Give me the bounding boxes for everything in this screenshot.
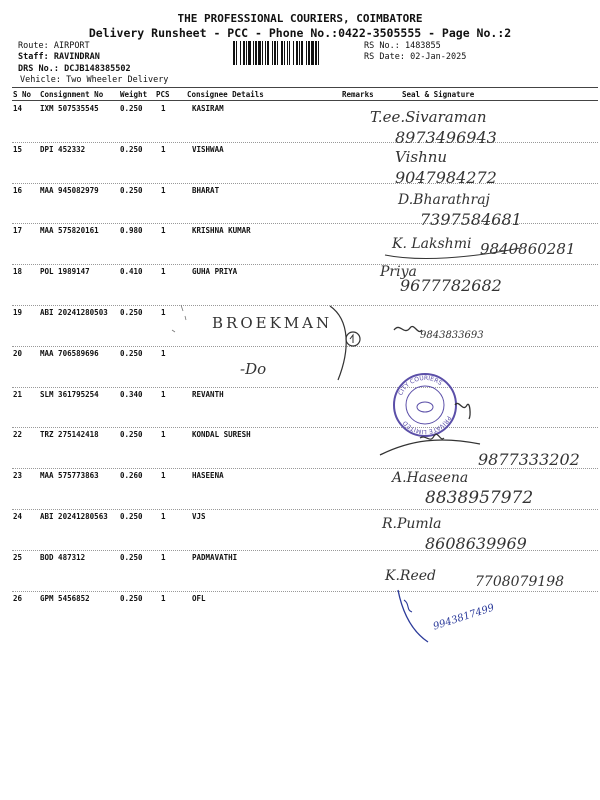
- cell-consignment-no: MAA 575820161: [40, 226, 99, 236]
- col-header-sno: S No: [13, 90, 32, 99]
- col-header-pcs: PCS: [156, 90, 170, 99]
- cell-consignee: PADMAVATHI: [192, 552, 238, 562]
- runsheet-subtitle: Delivery Runsheet - PCC - Phone No.:0422-3505555 - Page No.:2: [88, 26, 512, 40]
- cell-sno: 26: [13, 593, 23, 603]
- cell-weight: 0.250: [120, 348, 143, 358]
- sig-row19-scribble: [394, 326, 422, 331]
- route-label: Route:: [18, 41, 49, 51]
- cell-consignment-no: IXM 507535545: [40, 104, 99, 113]
- cell-consignee: OFL: [192, 593, 206, 603]
- cell-sno: 17: [13, 226, 23, 236]
- cell-pcs: 1: [161, 512, 166, 521]
- col-header-weight: Weight: [120, 90, 148, 99]
- cell-consignee: REVANTH: [192, 389, 224, 399]
- cell-consignee: KRISHNA KUMAR: [192, 226, 251, 236]
- sig-row15-name: Vishnu: [395, 148, 448, 166]
- cell-sno: 18: [13, 267, 23, 277]
- cell-sno: 19: [13, 308, 23, 317]
- cell-consignment-no: MAA 945082979: [40, 185, 99, 195]
- cell-sno: 15: [13, 144, 23, 154]
- sig-row17-underline: [385, 248, 520, 259]
- rs-date-label: RS Date:: [364, 52, 405, 62]
- sig-row25-name: K.Reed: [385, 568, 436, 584]
- cell-weight: 0.250: [120, 144, 143, 154]
- cell-consignment-no: DPI 452332: [40, 144, 86, 154]
- sig-row23-phone: 8838957972: [425, 488, 534, 508]
- cell-weight: 0.250: [120, 308, 143, 317]
- cell-pcs: 1: [161, 104, 166, 113]
- sig-row24-phone: 8608639969: [425, 534, 527, 553]
- cell-consignment-no: ABI 20241280503: [40, 308, 108, 317]
- cell-consignment-no: BOD 487312: [40, 552, 86, 562]
- cell-sno: 22: [13, 430, 23, 440]
- vehicle-label: Vehicle:: [20, 75, 61, 85]
- sig-row24-name: R.Pumla: [382, 516, 442, 532]
- cell-consignment-no: POL 1989147: [40, 267, 90, 277]
- cell-consignee: VJS: [192, 512, 206, 521]
- cell-consignee: GUHA PRIYA: [192, 267, 238, 277]
- sig-row16-name: D.Bharathraj: [398, 192, 490, 208]
- rs-date-value: 02-Jan-2025: [410, 52, 467, 62]
- cell-pcs: 1: [161, 308, 166, 317]
- stamp-text-bottom: PRIVATE LIMITED: [401, 414, 453, 435]
- cell-weight: 0.260: [120, 471, 143, 481]
- cell-consignee: KASIRAM: [192, 104, 224, 113]
- cell-weight: 0.250: [120, 552, 143, 562]
- col-header-remarks: Remarks: [342, 90, 374, 99]
- cell-sno: 24: [13, 512, 23, 521]
- col-header-consignment: Consignment No: [40, 90, 104, 99]
- sig-row26-loop: [404, 600, 412, 612]
- company-title: THE PROFESSIONAL COURIERS, COIMBATORE: [177, 12, 423, 25]
- staff-value: RAVINDRAN: [53, 52, 100, 62]
- sig-row15-phone: 9047984272: [395, 168, 497, 187]
- cell-weight: 0.250: [120, 512, 143, 521]
- cell-consignment-no: ABI 20241280563: [40, 512, 108, 521]
- cell-pcs: 1: [161, 144, 166, 154]
- sig-row25-phone: 7708079198: [475, 574, 565, 590]
- col-header-signature: Seal & Signature: [402, 90, 475, 99]
- drs-label: DRS No.:: [18, 64, 59, 74]
- cell-weight: 0.250: [120, 430, 143, 440]
- sig-row22-phone: 9877333202: [478, 450, 580, 469]
- sig-row23-name: A.Haseena: [392, 470, 469, 486]
- sig-row18-phone: 9677782682: [400, 276, 502, 295]
- cell-consignee: BHARAT: [192, 185, 220, 195]
- stray-marks: [172, 305, 186, 332]
- drs-value: DCJB148385502: [64, 64, 131, 74]
- cell-weight: 0.250: [120, 185, 143, 195]
- sig-row22-initials: [420, 434, 444, 439]
- cell-pcs: 1: [161, 471, 166, 481]
- cell-consignment-no: SLM 361795254: [40, 389, 99, 399]
- cell-pcs: 1: [161, 226, 166, 236]
- row20-consignee-handwritten: -Do: [240, 360, 267, 378]
- cell-pcs: 1: [161, 552, 166, 562]
- cell-weight: 0.250: [120, 104, 143, 113]
- cell-sno: 23: [13, 471, 23, 481]
- sig-row21-scribble: [455, 403, 470, 419]
- cell-sno: 16: [13, 185, 23, 195]
- col-header-consignee: Consignee Details: [187, 90, 264, 99]
- cell-pcs: 1: [161, 348, 166, 358]
- sig-row17-phone: 9840860281: [480, 240, 576, 258]
- sig-row26-stroke: [398, 590, 428, 642]
- cell-pcs: 1: [161, 593, 166, 603]
- bracket-stroke: [330, 306, 346, 380]
- circled-mark-glyph: [350, 335, 353, 343]
- cell-sno: 21: [13, 389, 23, 399]
- route-value: AIRPORT: [53, 41, 90, 51]
- sig-row14-phone: 8973496943: [395, 128, 497, 147]
- cell-weight: 0.410: [120, 267, 143, 277]
- rs-no-label: RS No.:: [364, 41, 400, 51]
- cell-pcs: 1: [161, 185, 166, 195]
- sig-row14-name: T.ee.Sivaraman: [370, 108, 487, 126]
- cell-consignment-no: MAA 575773863: [40, 471, 99, 481]
- cell-weight: 0.980: [120, 226, 143, 236]
- cell-consignee: HASEENA: [192, 471, 224, 481]
- cell-pcs: 1: [161, 389, 166, 399]
- sig-row22-scribble: [380, 440, 480, 455]
- rs-no-value: 1483855: [404, 41, 441, 51]
- cell-sno: 20: [13, 348, 23, 358]
- cell-consignee: KONDAL SURESH: [192, 430, 251, 440]
- stamp-text-top: CITY COURIERS: [397, 374, 444, 397]
- staff-label: Staff:: [18, 52, 49, 62]
- sig-row17-name: K. Lakshmi: [392, 236, 472, 252]
- sig-row19-phone: 9843833693: [420, 330, 484, 341]
- cell-pcs: 1: [161, 430, 166, 440]
- cell-consignee: VISHWAA: [192, 144, 224, 154]
- cell-consignment-no: MAA 706589696: [40, 348, 99, 358]
- cell-sno: 25: [13, 552, 23, 562]
- cell-consignment-no: GPM 5456852: [40, 593, 90, 603]
- cell-consignment-no: TRZ 275142418: [40, 430, 99, 440]
- cell-pcs: 1: [161, 267, 166, 277]
- vehicle-value: Two Wheeler Delivery: [66, 75, 169, 85]
- sig-row18-name: Priya: [380, 264, 417, 280]
- cell-sno: 14: [13, 104, 23, 113]
- sig-row26-phone: 9943817499: [431, 602, 496, 633]
- cell-weight: 0.340: [120, 389, 143, 399]
- cell-weight: 0.250: [120, 593, 143, 603]
- sig-row16-phone: 7397584681: [420, 210, 522, 229]
- row19-consignee-handwritten: BROEKMAN: [212, 314, 333, 332]
